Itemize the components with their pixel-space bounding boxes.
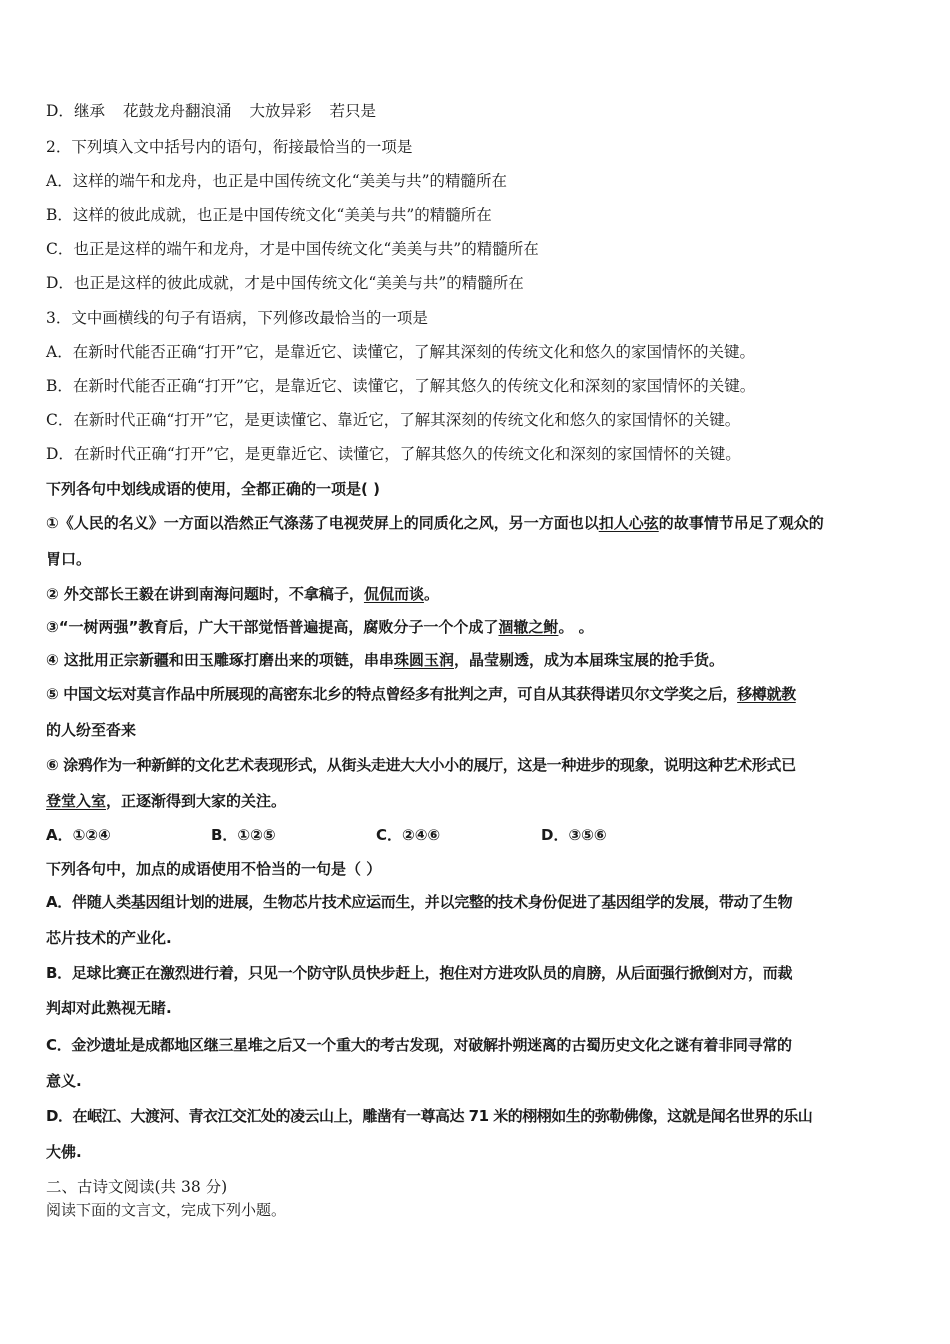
q4-stem: 下列各句中划线成语的使用，全都正确的一项是( ) bbox=[46, 480, 380, 498]
q4-s1-idiom: 扣人心弦 bbox=[598, 514, 659, 532]
q4-choice-a: A．①②④ bbox=[46, 826, 111, 844]
q5-option-d-cont: 大佛. bbox=[46, 1143, 82, 1161]
q3-option-d: D．在新时代正确“打开”它，是更靠近它、读懂它，了解其悠久的传统文化和深刻的家国情怀的关键。 bbox=[46, 445, 741, 463]
q1-option-d-label: D． bbox=[46, 102, 74, 120]
q1-option-d-part: 大放异彩 bbox=[249, 102, 312, 120]
q5-option-c: C．金沙遗址是成都地区继三星堆之后又一个重大的考古发现，对破解扑朔迷离的古蜀历史文化之谜有着非同寻常的 bbox=[46, 1036, 792, 1054]
q4-s2-text: 。 bbox=[423, 585, 439, 603]
section2-title: 二、古诗文阅读(共 38 分) bbox=[46, 1178, 228, 1196]
q4-choices bbox=[46, 824, 910, 846]
q3-option-c: C．在新时代正确“打开”它，是更读懂它、靠近它，了解其深刻的传统文化和悠久的家国情怀的关键。 bbox=[46, 411, 741, 429]
q4-s1-text: ①《人民的名义》一方面以浩然正气涤荡了电视荧屏上的同质化之风，另一方面也以 bbox=[46, 514, 599, 532]
q5-option-b: B．足球比赛正在激烈进行着，只见一个防守队员快步赶上，抱住对方进攻队员的肩膀，从后面强行掀倒对方，而裁 bbox=[46, 964, 793, 982]
q4-s2-text: ② 外交部长王毅在讲到南海问题时，不拿稿子， bbox=[46, 585, 364, 603]
q5-option-c-cont: 意义. bbox=[46, 1072, 82, 1090]
q4-s4-text: ④ 这批用正宗新疆和田玉雕琢打磨出来的项链，串串 bbox=[46, 651, 394, 669]
q5-option-a: A．伴随人类基因组计划的进展，生物芯片技术应运而生，并以完整的技术身份促进了基因组学的发展，带动了生物 bbox=[46, 893, 793, 911]
q4-sentence-6: ⑥ 涂鸦作为一种新鲜的文化艺术表现形式，从街头走进大大小小的展厅，这是一种进步的现象，说明这种艺术形式已 bbox=[46, 756, 796, 774]
q5-option-b-cont: 判却对此熟视无睹. bbox=[46, 999, 172, 1017]
q3-stem: 3．文中画横线的句子有语病，下列修改最恰当的一项是 bbox=[46, 309, 428, 327]
q4-s3-idiom: 涸辙之鲋 bbox=[498, 618, 559, 636]
q4-s5-idiom: 移樽就教 bbox=[737, 685, 796, 703]
q4-sentence-4 bbox=[46, 649, 910, 671]
q4-sentence-2 bbox=[46, 583, 910, 605]
q4-sentence-6-cont bbox=[46, 790, 910, 812]
q5-option-a-cont: 芯片技术的产业化. bbox=[46, 929, 172, 947]
q2-stem: 2．下列填入文中括号内的语句，衔接最恰当的一项是 bbox=[46, 138, 413, 156]
q1-option-d-part: 花鼓龙舟翻浪涌 bbox=[122, 102, 232, 120]
q4-sentence-1 bbox=[46, 512, 910, 534]
q4-sentence-5-cont: 的人纷至沓来 bbox=[46, 721, 137, 739]
q4-s6-text: ，正逐渐得到大家的关注。 bbox=[106, 792, 287, 810]
q4-choice-d: D．③⑤⑥ bbox=[541, 826, 607, 844]
q5-option-d: D．在岷江、大渡河、青衣江交汇处的凌云山上，雕凿有一尊高达 71 米的栩栩如生的弥勒佛像，这就是闻名世界的乐山 bbox=[46, 1107, 813, 1125]
q2-option-b: B．这样的彼此成就，也正是中国传统文化“美美与共”的精髓所在 bbox=[46, 206, 492, 224]
q2-option-d: D．也正是这样的彼此成就，才是中国传统文化“美美与共”的精髓所在 bbox=[46, 274, 524, 292]
section2-intro: 阅读下面的文言文，完成下列小题。 bbox=[46, 1201, 287, 1219]
q4-choice-c: C．②④⑥ bbox=[376, 826, 441, 844]
q4-s3-text: ③“一树两强”教育后，广大干部觉悟普遍提高，腐败分子一个个成了 bbox=[46, 618, 499, 636]
q4-s3-text: 。 。 bbox=[558, 618, 594, 636]
q4-s6-idiom: 登堂入室 bbox=[46, 792, 107, 810]
q2-option-c: C．也正是这样的端午和龙舟，才是中国传统文化“美美与共”的精髓所在 bbox=[46, 240, 539, 258]
q4-sentence-3 bbox=[46, 616, 910, 638]
q4-sentence-5 bbox=[46, 683, 910, 705]
q4-s1-text: 的故事情节吊足了观众的 bbox=[658, 514, 824, 532]
q4-s2-idiom: 侃侃而谈 bbox=[363, 585, 424, 603]
q2-option-a: A．这样的端午和龙舟，也正是中国传统文化“美美与共”的精髓所在 bbox=[46, 172, 508, 190]
q1-option-d-part: 若只是 bbox=[329, 102, 376, 120]
q4-sentence-1-cont: 胃口。 bbox=[46, 550, 92, 568]
q5-stem: 下列各句中，加点的成语使用不恰当的一句是（ ） bbox=[46, 860, 382, 878]
q3-option-a: A．在新时代能否正确“打开”它，是靠近它、读懂它，了解其深刻的传统文化和悠久的家国情怀的关键。 bbox=[46, 343, 756, 361]
q4-s5-text: ⑤ 中国文坛对莫言作品中所展现的高密东北乡的特点曾经多有批判之声，可自从其获得诺贝尔文学奖之后， bbox=[46, 685, 738, 703]
q1-option-d-part: 继承 bbox=[73, 102, 105, 120]
q4-s4-idiom: 珠圆玉润 bbox=[393, 651, 454, 669]
q4-choice-b: B．①②⑤ bbox=[211, 826, 276, 844]
q3-option-b: B．在新时代能否正确“打开”它，是靠近它、读懂它，了解其悠久的传统文化和深刻的家国情怀的关键。 bbox=[46, 377, 756, 395]
q1-option-d bbox=[46, 100, 910, 122]
q4-s4-text: ，晶莹剔透，成为本届珠宝展的抢手货。 bbox=[453, 651, 724, 669]
